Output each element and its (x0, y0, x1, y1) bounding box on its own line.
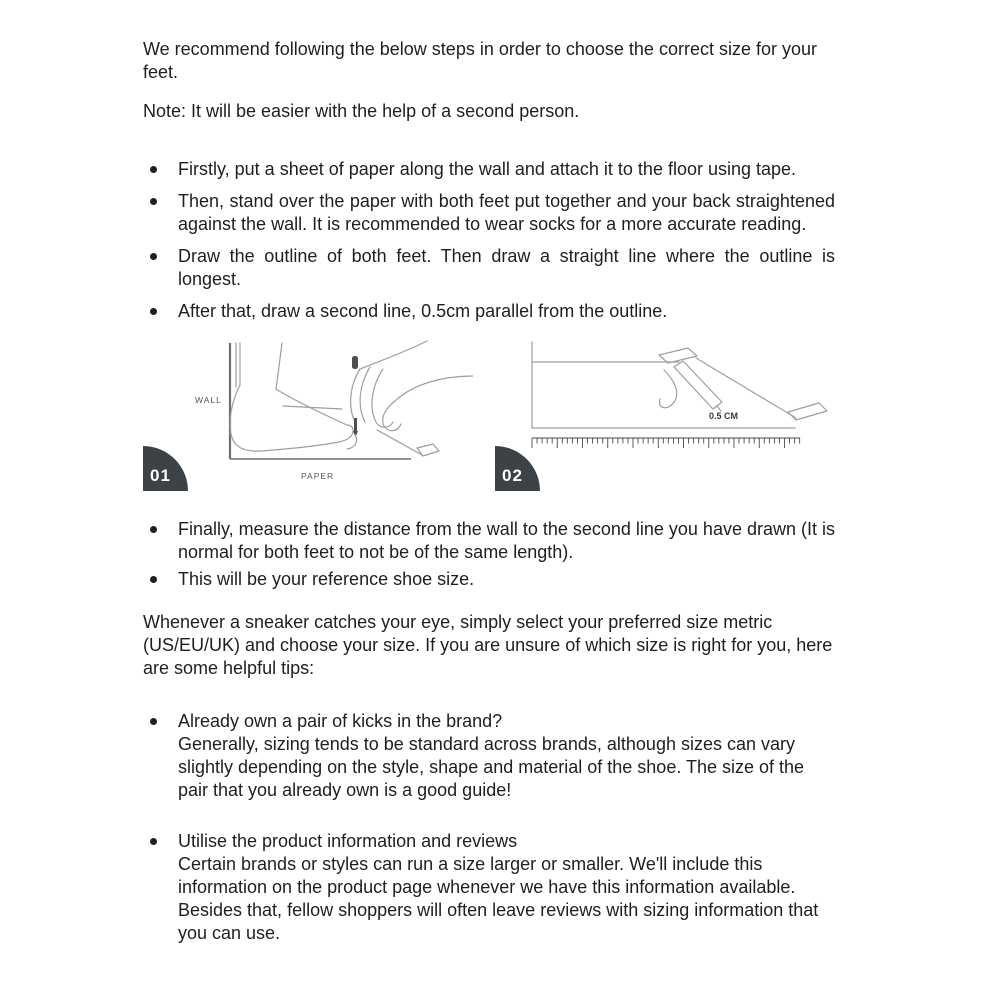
instruction-figures (143, 339, 835, 491)
pencil-icon (674, 361, 722, 409)
size-guide-content (143, 38, 835, 973)
tip-item (143, 710, 835, 802)
result-text: This will be your reference shoe size. (178, 569, 475, 589)
wall-label: WALL (195, 395, 222, 405)
measuring-illustration (495, 339, 835, 491)
result-item (143, 568, 835, 591)
tip-text (178, 830, 835, 945)
tip-text (178, 710, 835, 802)
bullet-icon (150, 166, 157, 173)
foot-tracing-illustration (143, 339, 473, 491)
step-text: Then, stand over the paper with both feet put together and your back straightened against the wall. It is recommended to wear socks for a more accurate reading. (178, 191, 835, 234)
step-text: Firstly, put a sheet of paper along the wall and attach it to the floor using tape. (178, 159, 797, 179)
step-text: After that, draw a second line, 0.5cm parallel from the outline. (178, 301, 668, 321)
tape-icon (788, 403, 827, 420)
intro-note: Note: It will be easier with the help of a second person. (143, 101, 580, 121)
step-text: Draw the outline of both feet. Then draw a straight line where the outline is longest. (178, 246, 835, 289)
pencil-icon (352, 356, 358, 369)
figure-foot-tracing (143, 339, 473, 491)
hand-icon (659, 348, 697, 363)
tip-title: Utilise the product information and reviews (178, 831, 518, 851)
step-item (143, 158, 835, 181)
step-item (143, 300, 835, 323)
figure-number: 02 (502, 466, 523, 485)
tips-list (143, 710, 835, 945)
bullet-icon (150, 576, 157, 583)
bullet-icon (150, 308, 157, 315)
step-item (143, 190, 835, 236)
tip-body: Generally, sizing tends to be standard across brands, although sizes can vary slightly depending on the style, shape and material of the shoe. The size of the pair that you already own is a good guide! (178, 734, 805, 800)
bullet-icon (150, 198, 157, 205)
paper-label: PAPER (301, 471, 335, 481)
ruler-ticks (532, 438, 800, 448)
intro-paragraph: We recommend following the below steps in order to choose the correct size for your feet. (143, 39, 817, 82)
bullet-icon (150, 838, 157, 845)
figure-measuring (495, 339, 835, 491)
results-list (143, 518, 835, 591)
tip-item (143, 830, 835, 945)
result-text: Finally, measure the distance from the wall to the second line you have drawn (It is normal for both feet to not be of the same length). (178, 519, 835, 562)
measuring-steps-list (143, 158, 835, 323)
sizing-intro-paragraph: Whenever a sneaker catches your eye, simply select your preferred size metric (US/EU/UK) and choose your size. If you are unsure of which size is right for you, here are some helpful tips: (143, 612, 833, 678)
step-item (143, 245, 835, 291)
bullet-icon (150, 253, 157, 260)
tip-body: Certain brands or styles can run a size larger or smaller. We'll include this information on the product page whenever we have this information available. Besides that, fellow shoppers will often leave reviews with sizing information that you can use. (178, 854, 819, 943)
bullet-icon (150, 526, 157, 533)
result-item (143, 518, 835, 564)
ruler-icon (532, 438, 800, 448)
figure-number: 01 (150, 466, 171, 485)
half-cm-label: 0.5 CM (709, 411, 739, 421)
tip-title: Already own a pair of kicks in the brand? (178, 711, 503, 731)
bullet-icon (150, 718, 157, 725)
